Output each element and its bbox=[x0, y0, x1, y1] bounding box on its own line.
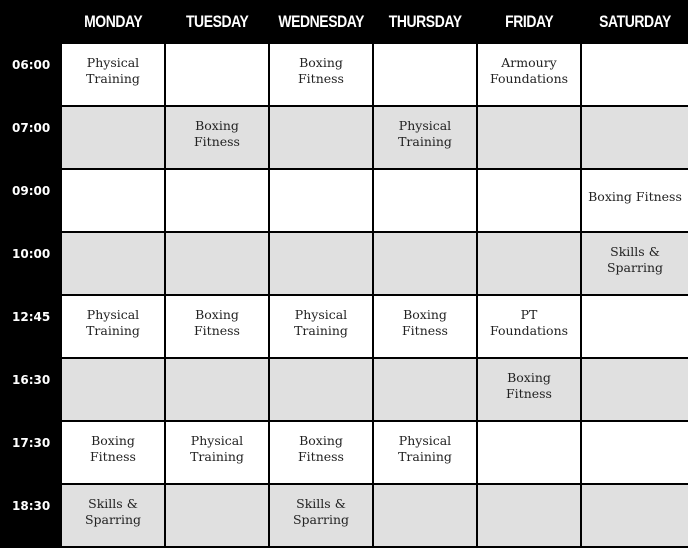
class-name: Skills & Sparring bbox=[292, 495, 350, 527]
time-slot-label: 09:00 bbox=[0, 170, 62, 233]
class-slot bbox=[270, 485, 374, 548]
class-slot bbox=[270, 296, 374, 359]
class-slot bbox=[374, 422, 478, 485]
class-slot bbox=[62, 485, 166, 548]
empty-slot bbox=[270, 107, 374, 170]
class-slot bbox=[478, 44, 582, 107]
empty-slot bbox=[270, 359, 374, 422]
empty-slot bbox=[270, 233, 374, 296]
class-name: Armoury Foundations bbox=[489, 54, 569, 86]
class-name: Boxing Fitness bbox=[194, 117, 240, 149]
empty-slot bbox=[582, 107, 688, 170]
timetable-corner bbox=[6, 0, 57, 44]
class-slot bbox=[270, 44, 374, 107]
empty-slot bbox=[478, 422, 582, 485]
empty-slot bbox=[62, 170, 166, 233]
empty-slot bbox=[270, 170, 374, 233]
class-name: Skills & Sparring bbox=[84, 495, 142, 527]
day-header-monday: MONDAY bbox=[71, 0, 156, 44]
empty-slot bbox=[62, 107, 166, 170]
class-name: Physical Training bbox=[86, 306, 140, 338]
empty-slot bbox=[478, 107, 582, 170]
class-slot bbox=[582, 233, 688, 296]
empty-slot bbox=[166, 44, 270, 107]
class-name: Physical Training bbox=[86, 54, 140, 86]
empty-slot bbox=[582, 485, 688, 548]
empty-slot bbox=[166, 233, 270, 296]
empty-slot bbox=[166, 359, 270, 422]
class-name: Boxing Fitness bbox=[298, 432, 344, 464]
class-name: Boxing Fitness bbox=[506, 369, 552, 401]
class-name: Physical Training bbox=[190, 432, 244, 464]
empty-slot bbox=[582, 44, 688, 107]
class-slot bbox=[582, 170, 688, 233]
empty-slot bbox=[62, 233, 166, 296]
class-slot bbox=[166, 107, 270, 170]
empty-slot bbox=[166, 170, 270, 233]
class-name: Boxing Fitness bbox=[402, 306, 448, 338]
time-slot-label: 17:30 bbox=[0, 422, 62, 485]
class-slot bbox=[478, 359, 582, 422]
class-slot bbox=[62, 296, 166, 359]
time-slot-label: 06:00 bbox=[0, 44, 62, 107]
class-slot bbox=[270, 422, 374, 485]
time-slot-label: 12:45 bbox=[0, 296, 62, 359]
empty-slot bbox=[478, 170, 582, 233]
day-header-saturday: SATURDAY bbox=[599, 12, 671, 31]
class-slot bbox=[62, 44, 166, 107]
class-name: Boxing Fitness bbox=[90, 432, 136, 464]
class-slot bbox=[62, 422, 166, 485]
day-header-friday: FRIDAY bbox=[487, 0, 572, 44]
empty-slot bbox=[478, 233, 582, 296]
class-name: Skills & Sparring bbox=[606, 243, 664, 275]
class-name: Boxing Fitness bbox=[194, 306, 240, 338]
empty-slot bbox=[374, 359, 478, 422]
empty-slot bbox=[166, 485, 270, 548]
class-name: Boxing Fitness bbox=[298, 54, 344, 86]
time-slot-label: 18:30 bbox=[0, 485, 62, 548]
class-slot bbox=[374, 107, 478, 170]
empty-slot bbox=[582, 296, 688, 359]
time-slot-label: 07:00 bbox=[0, 107, 62, 170]
class-name: Physical Training bbox=[294, 306, 348, 338]
class-slot bbox=[166, 296, 270, 359]
empty-slot bbox=[478, 485, 582, 548]
empty-slot bbox=[62, 359, 166, 422]
empty-slot bbox=[374, 485, 478, 548]
class-slot bbox=[374, 296, 478, 359]
day-header-tuesday: TUESDAY bbox=[175, 0, 260, 44]
empty-slot bbox=[582, 422, 688, 485]
class-name: Physical Training bbox=[398, 432, 452, 464]
day-header-thursday: THURSDAY bbox=[383, 0, 468, 44]
class-name: PT Foundations bbox=[489, 306, 569, 338]
time-slot-label: 16:30 bbox=[0, 359, 62, 422]
class-name: Physical Training bbox=[398, 117, 452, 149]
empty-slot bbox=[374, 170, 478, 233]
class-name: Boxing Fitness bbox=[588, 188, 682, 204]
empty-slot bbox=[582, 359, 688, 422]
class-slot bbox=[478, 296, 582, 359]
day-header-wednesday: WEDNESDAY bbox=[279, 0, 364, 44]
time-slot-label: 10:00 bbox=[0, 233, 62, 296]
class-slot bbox=[166, 422, 270, 485]
empty-slot bbox=[374, 44, 478, 107]
empty-slot bbox=[374, 233, 478, 296]
